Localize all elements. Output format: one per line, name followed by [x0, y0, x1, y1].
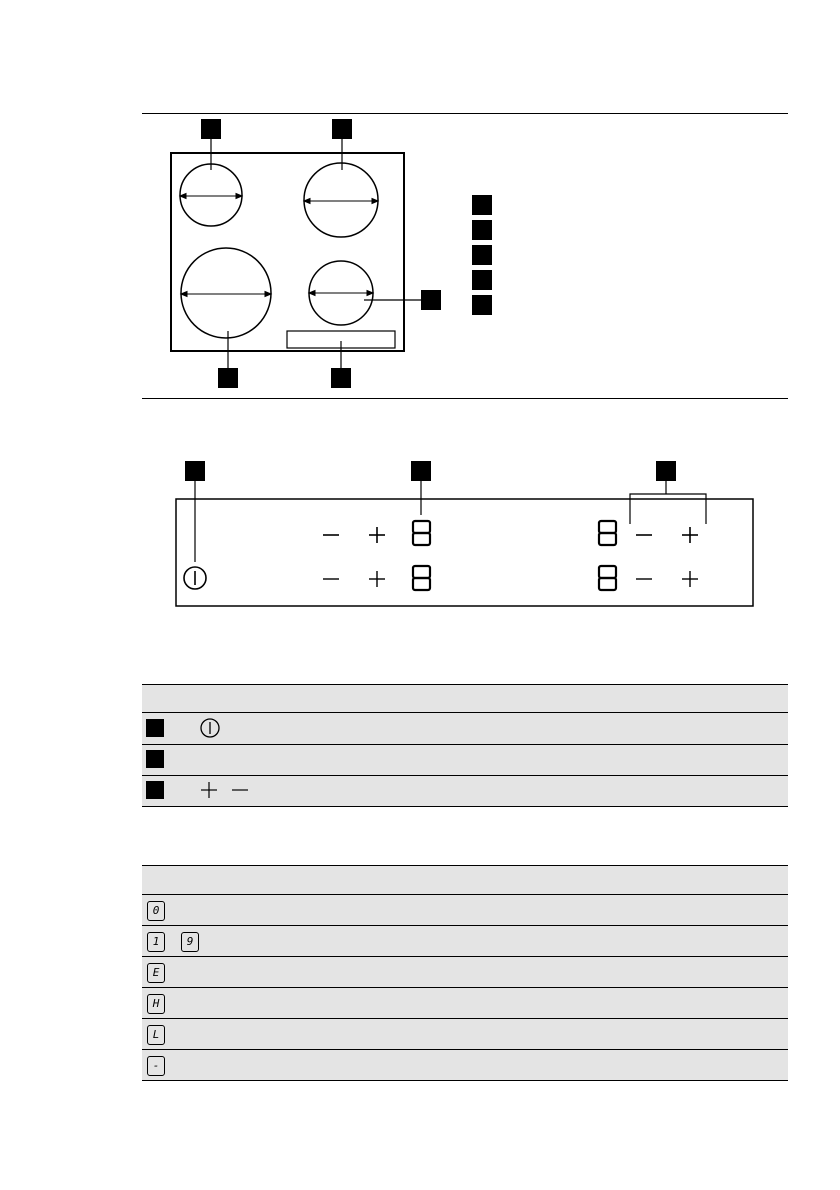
display-symbol-1: 1 [147, 932, 165, 952]
table2-header-rule [142, 894, 788, 895]
table2-top-rule [142, 865, 788, 866]
display-symbol-h: H [147, 994, 165, 1014]
table2-row-rule [142, 925, 788, 926]
table2-row-rule [142, 1049, 788, 1050]
display-symbol-l: L [147, 1025, 165, 1045]
table2-row-rule [142, 956, 788, 957]
display-symbol-e: E [147, 963, 165, 983]
table2-row-rule [142, 1018, 788, 1019]
table2-row-rule [142, 987, 788, 988]
display-symbol-dash: - [147, 1056, 165, 1076]
display-symbol-0: 0 [147, 901, 165, 921]
display-symbol-9: 9 [181, 932, 199, 952]
table2-bottom-rule [142, 1080, 788, 1081]
power-icon [201, 719, 219, 737]
